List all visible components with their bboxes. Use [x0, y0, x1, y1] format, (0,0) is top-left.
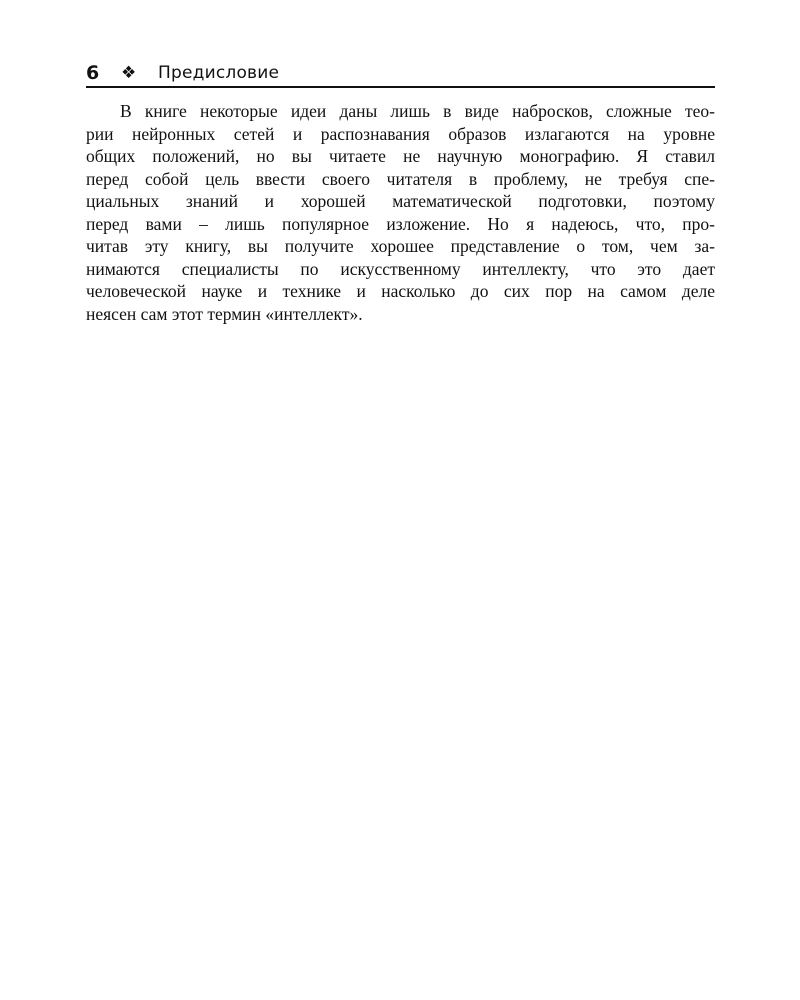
running-head [86, 62, 715, 84]
page-number: 6 [86, 62, 100, 84]
paragraph-line: перед вами – лишь популярное изложение. Но я надеюсь, что, про- [86, 213, 715, 234]
paragraph-line: перед собой цель ввести своего читателя в проблему, не требуя спе- [86, 168, 715, 189]
paragraph-line: человеческой науке и технике и насколько до сих пор на самом деле [86, 281, 715, 301]
preface-paragraph [86, 100, 715, 325]
paragraph-line: читав эту книгу, вы получите хорошее представление о том, чем за- [86, 236, 715, 256]
header-rule [86, 86, 715, 88]
paragraph-line: общих положений, но вы читаете не научную монографию. Я ставил [86, 146, 715, 166]
paragraph-line: нимаются специалисты по искусственному интеллекту, что это дает [86, 258, 715, 279]
ornament-icon: ❖ [121, 63, 137, 83]
paragraph-line: В книге некоторые идеи даны лишь в виде набросков, сложные тео- [120, 101, 715, 121]
paragraph-line: циальных знаний и хорошей математической подготовки, поэтому [86, 191, 715, 211]
paragraph-line: неясен сам этот термин «интеллект». [86, 303, 363, 324]
paragraph-line: рии нейронных сетей и распознавания образов излагаются на уровне [86, 123, 715, 144]
section-title: Предисловие [158, 63, 280, 83]
